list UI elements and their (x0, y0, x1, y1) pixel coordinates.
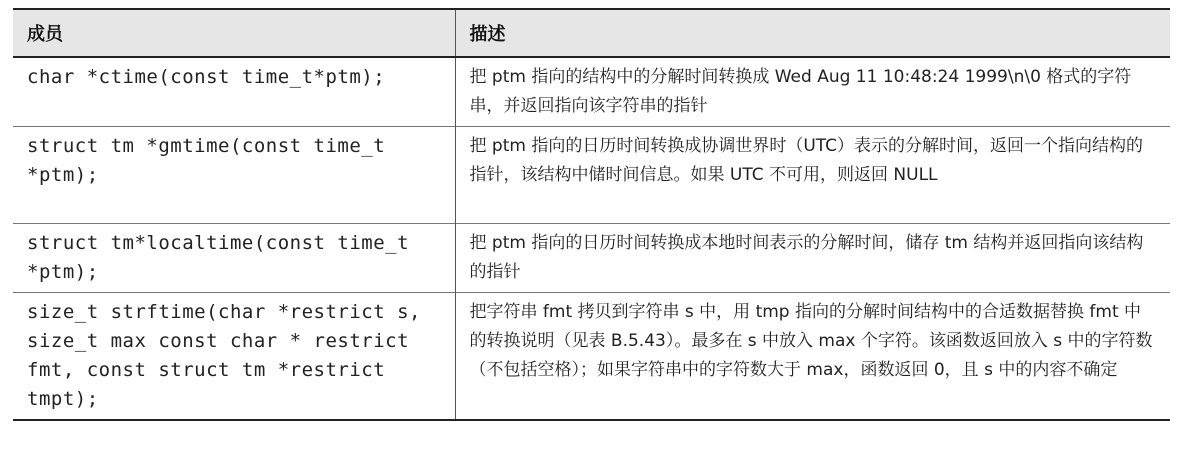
header-member: 成员 (13, 9, 455, 57)
table-row (13, 57, 1170, 127)
description-cell: 把 ptm 指向的结构中的分解时间转换成 Wed Aug 11 10:48:24 1999\n\0 格式的字符串，并返回指向该字符串的指针 (455, 57, 1170, 127)
member-cell: char *ctime(const time_t*ptm); (27, 66, 386, 88)
member-cell: struct tm*localtime(const time_t *ptm); (13, 224, 455, 293)
table-row (13, 127, 1170, 224)
description-cell: 把 ptm 指向的日历时间转换成协调世界时（UTC）表示的分解时间，返回一个指向结构的指针，该结构中储时间信息。如果 UTC 不可用，则返回 NULL (455, 127, 1170, 224)
table-row (13, 293, 1170, 421)
header-description: 描述 (455, 9, 1170, 57)
table-header-row (13, 9, 1170, 57)
table-row (13, 224, 1170, 293)
member-cell: struct tm *gmtime(const time_t *ptm); (13, 127, 455, 224)
description-cell: 把字符串 fmt 拷贝到字符串 s 中，用 tmp 指向的分解时间结构中的合适数据替换 fmt 中的转换说明（见表 B.5.43）。最多在 s 中放入 max 个字符。该函数返回放入 s 中的字符数（不包括空格）；如果字符串中的字符数大于 max，函数返回 0，且 s 中的内容不确定 (455, 293, 1170, 421)
description-cell: 把 ptm 指向的日历时间转换成本地时间表示的分解时间，储存 tm 结构并返回指向该结构的指针 (455, 224, 1170, 293)
member-cell: size_t strftime(char *restrict s, size_t max const char * restrict fmt, const struct tm *restrict tmpt); (13, 293, 455, 421)
time-functions-table (13, 8, 1170, 421)
